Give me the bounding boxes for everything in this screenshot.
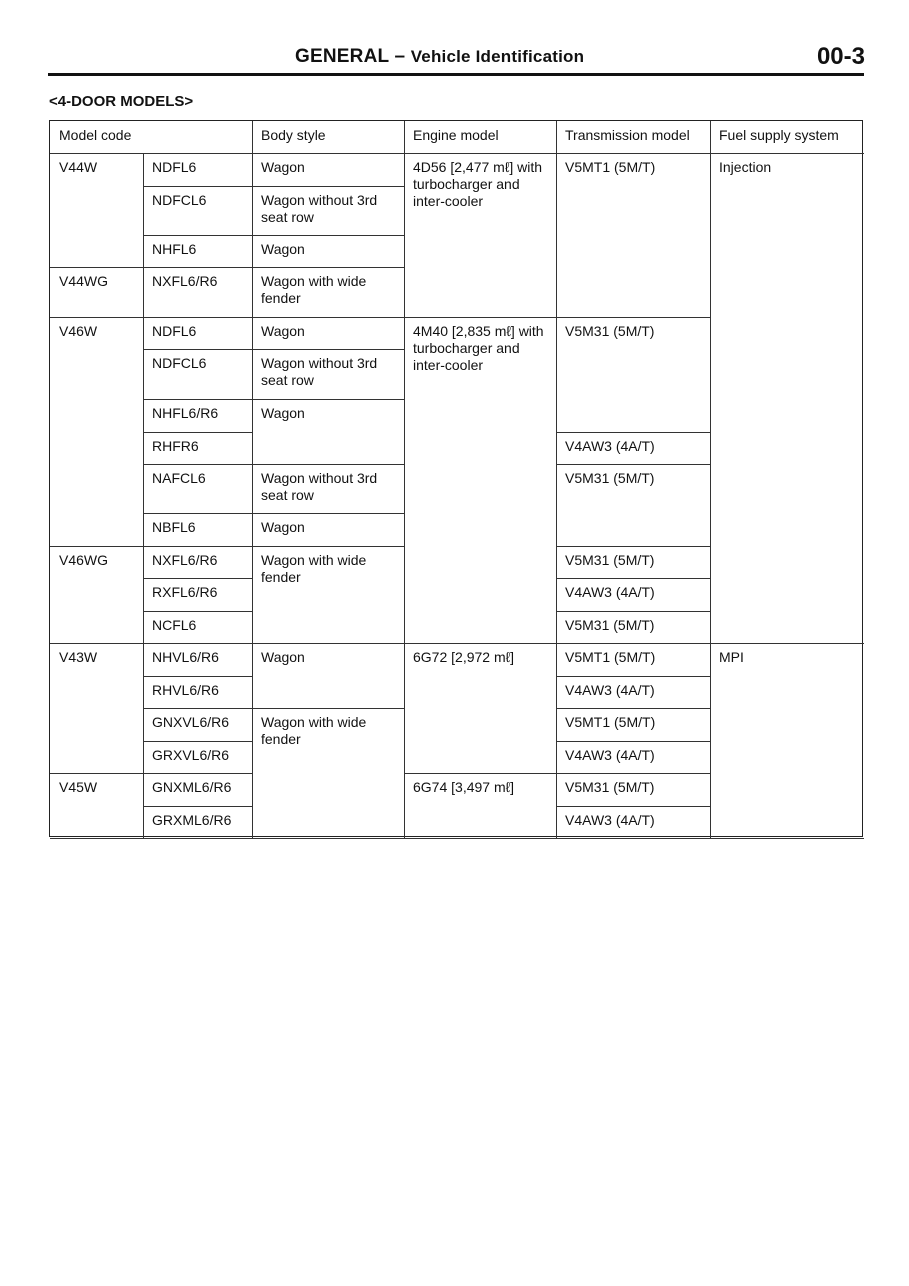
engine-model: 4M40 [2,835 mℓ] with turbocharger and inter-cooler (413, 323, 544, 373)
model-group-code: V45W (59, 779, 98, 795)
column-header-engine-model: Engine model (413, 127, 499, 143)
body-style: Wagon (261, 519, 305, 535)
header-title (295, 46, 584, 68)
sub-model-code: NDFCL6 (152, 355, 207, 371)
engine-model: 6G72 [2,972 mℓ] (413, 649, 515, 665)
sub-model-code: NHFL6/R6 (152, 405, 219, 421)
transmission-model: V5MT1 (5M/T) (565, 714, 656, 730)
model-group-code: V44WG (59, 273, 109, 289)
row-divider (404, 838, 556, 839)
model-group-code: V44W (59, 159, 98, 175)
body-style: Wagon with wide fender (261, 552, 367, 585)
transmission-model: V5M31 (5M/T) (565, 617, 655, 633)
sub-model-code: NHFL6 (152, 241, 197, 257)
fuel-supply-system: MPI (719, 649, 744, 665)
header-section: GENERAL (295, 46, 389, 67)
engine-model: 6G74 [3,497 mℓ] (413, 779, 515, 795)
transmission-model: V5MT1 (5M/T) (565, 649, 656, 665)
body-style: Wagon (261, 405, 305, 421)
page-number: 00-3 (816, 43, 865, 70)
transmission-model: V5M31 (5M/T) (565, 323, 655, 339)
transmission-model: V4AW3 (4A/T) (565, 812, 655, 828)
engine-model: 4D56 [2,477 mℓ] with turbocharger and inter-cooler (413, 159, 543, 209)
sub-model-code: NXFL6/R6 (152, 552, 218, 568)
transmission-model: V5M31 (5M/T) (565, 470, 655, 486)
sub-model-code: GRXVL6/R6 (152, 747, 230, 763)
sub-model-code: NDFCL6 (152, 192, 207, 208)
sub-model-code: GNXVL6/R6 (152, 714, 230, 730)
body-style: Wagon (261, 649, 305, 665)
transmission-model: V4AW3 (4A/T) (565, 438, 655, 454)
body-style: Wagon (261, 241, 305, 257)
transmission-model: V5MT1 (5M/T) (565, 159, 656, 175)
sub-model-code: RHVL6/R6 (152, 682, 219, 698)
body-style: Wagon with wide fender (261, 714, 367, 747)
model-group-code: V46WG (59, 552, 109, 568)
body-style: Wagon with wide fender (261, 273, 367, 306)
model-group-code: V46W (59, 323, 98, 339)
body-style: Wagon without 3rd seat row (261, 192, 378, 225)
sub-model-code: RHFR6 (152, 438, 199, 454)
sub-model-code: GRXML6/R6 (152, 812, 232, 828)
body-style: Wagon without 3rd seat row (261, 470, 378, 503)
sub-model-code: GNXML6/R6 (152, 779, 232, 795)
body-style: Wagon (261, 323, 305, 339)
transmission-model: V5M31 (5M/T) (565, 779, 655, 795)
column-header-body-style: Body style (261, 127, 326, 143)
row-divider (710, 838, 864, 839)
sub-model-code: NDFL6 (152, 323, 197, 339)
sub-model-code: NAFCL6 (152, 470, 206, 486)
transmission-model: V4AW3 (4A/T) (565, 747, 655, 763)
body-style: Wagon (261, 159, 305, 175)
header-subtitle: Vehicle Identification (410, 47, 585, 66)
transmission-model: V5M31 (5M/T) (565, 552, 655, 568)
header-dash: – (394, 46, 406, 67)
header-rule (48, 73, 864, 76)
sub-model-code: NCFL6 (152, 617, 197, 633)
sub-model-code: NHVL6/R6 (152, 649, 219, 665)
row-divider (143, 838, 252, 839)
sub-model-code: NDFL6 (152, 159, 197, 175)
transmission-model: V4AW3 (4A/T) (565, 682, 655, 698)
model-group-code: V43W (59, 649, 98, 665)
sub-model-code: NXFL6/R6 (152, 273, 218, 289)
transmission-model: V4AW3 (4A/T) (565, 584, 655, 600)
row-divider (50, 838, 143, 839)
column-header-transmission-model: Transmission model (565, 127, 690, 143)
column-header-fuel-supply-system: Fuel supply system (719, 127, 839, 143)
sub-model-code: RXFL6/R6 (152, 584, 218, 600)
body-style: Wagon without 3rd seat row (261, 355, 378, 388)
section-title: <4-DOOR MODELS> (49, 93, 194, 110)
vehicle-identification-table (49, 120, 863, 837)
sub-model-code: NBFL6 (152, 519, 196, 535)
fuel-supply-system: Injection (719, 159, 772, 175)
column-header-model-code: Model code (59, 127, 132, 143)
row-divider (556, 838, 710, 839)
row-divider (252, 838, 404, 839)
